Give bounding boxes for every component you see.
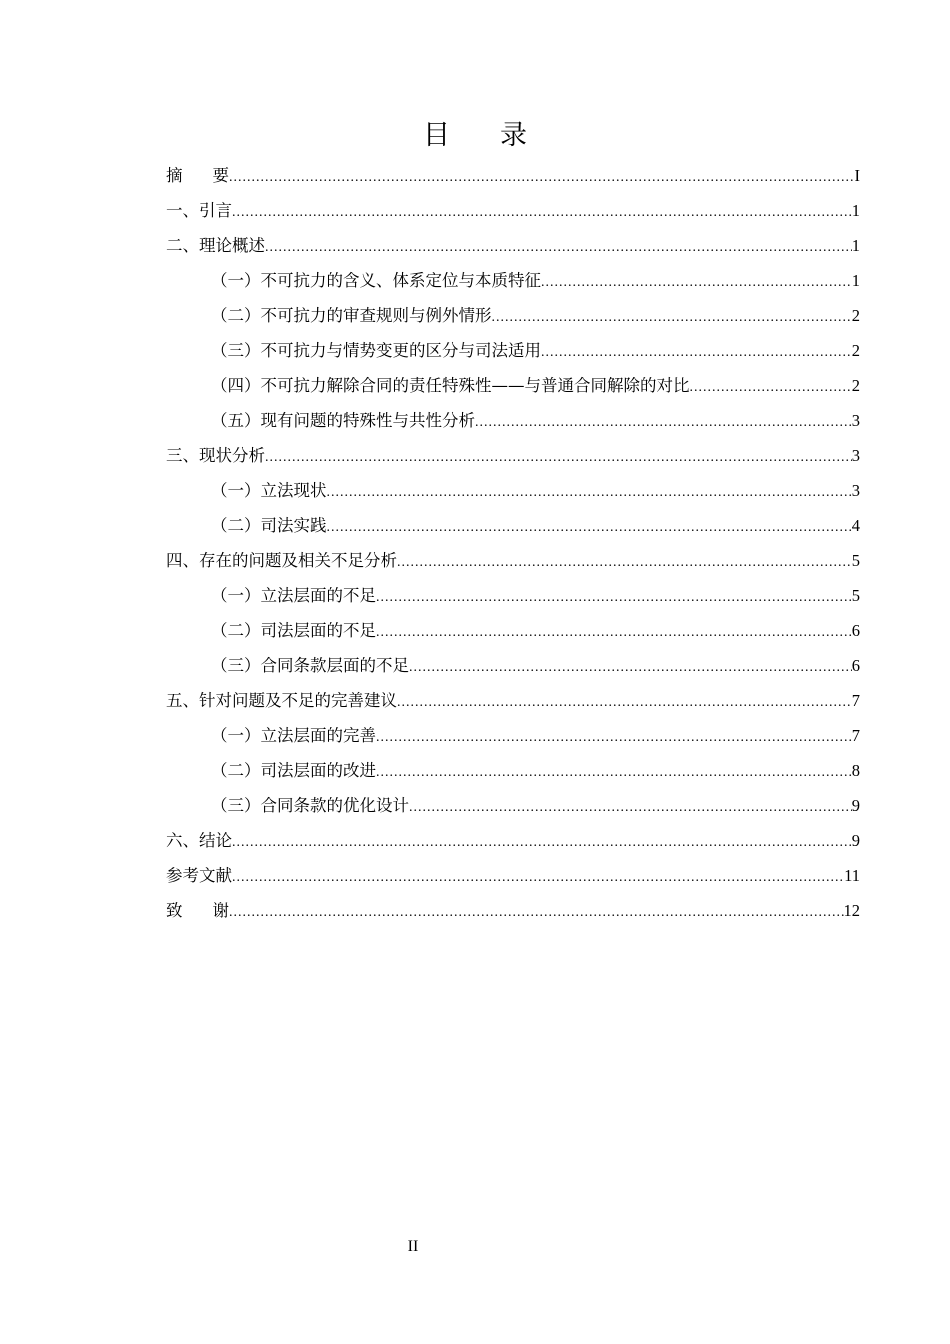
toc-entry-label: （一）立法层面的完善 xyxy=(211,726,376,745)
toc-dot-leader xyxy=(376,753,852,790)
toc-dot-leader xyxy=(397,543,852,580)
toc-entry-page: 11 xyxy=(844,866,860,885)
page-number: II xyxy=(407,1238,419,1255)
toc-dot-leader xyxy=(376,718,852,755)
toc-entry-theory-4[interactable] xyxy=(166,368,860,403)
toc-entry-label: 一、引言 xyxy=(166,201,232,220)
toc-dot-leader xyxy=(327,508,852,545)
toc-entry-page: 6 xyxy=(851,621,860,640)
toc-dot-leader xyxy=(376,578,852,615)
page-title-char: 录 xyxy=(500,119,527,151)
table-of-contents xyxy=(166,158,860,928)
toc-entry-label: 六、结论 xyxy=(166,831,232,850)
toc-entry-label-part: 致 xyxy=(166,901,183,920)
toc-entry-problems-3[interactable] xyxy=(166,648,860,683)
toc-entry-theory[interactable] xyxy=(166,228,860,263)
toc-entry-suggestions-3[interactable] xyxy=(166,788,860,823)
toc-entry-page: 12 xyxy=(843,901,860,920)
toc-entry-theory-2[interactable] xyxy=(166,298,860,333)
toc-entry-label-part: 要 xyxy=(212,166,229,185)
toc-entry-status-2[interactable] xyxy=(166,508,860,543)
page-title-char: 目 xyxy=(423,119,450,151)
toc-entry-label: （二）司法实践 xyxy=(211,516,327,535)
toc-entry-page: 4 xyxy=(851,516,860,535)
toc-entry-label: （一）立法层面的不足 xyxy=(211,586,376,605)
toc-entry-label: 二、理论概述 xyxy=(166,236,265,255)
toc-entry-page: 5 xyxy=(851,586,860,605)
toc-entry-label: （二）司法层面的改进 xyxy=(211,761,376,780)
toc-entry-label: （一）不可抗力的含义、体系定位与本质特征 xyxy=(211,271,541,290)
toc-entry-page: 6 xyxy=(851,656,860,675)
toc-entry-page: 9 xyxy=(851,796,860,815)
toc-dot-leader xyxy=(327,473,852,510)
toc-entry-label-part: 谢 xyxy=(212,901,229,920)
toc-entry-page: 7 xyxy=(851,691,860,710)
toc-entry-page: 7 xyxy=(851,726,860,745)
toc-entry-page: 2 xyxy=(851,376,860,395)
toc-entry-abstract[interactable] xyxy=(166,158,860,193)
toc-entry-suggestions-2[interactable] xyxy=(166,753,860,788)
toc-entry-theory-1[interactable] xyxy=(166,263,860,298)
toc-entry-status-1[interactable] xyxy=(166,473,860,508)
toc-entry-page: 9 xyxy=(851,831,860,850)
toc-entry-page: 8 xyxy=(851,761,860,780)
toc-entry-label: （四）不可抗力解除合同的责任特殊性——与普通合同解除的对比 xyxy=(211,376,690,395)
toc-entry-page: 3 xyxy=(851,411,860,430)
toc-dot-leader xyxy=(475,403,852,440)
toc-entry-page: 5 xyxy=(851,551,860,570)
toc-entry-problems-2[interactable] xyxy=(166,613,860,648)
toc-entry-label: （一）立法现状 xyxy=(211,481,327,500)
toc-dot-leader xyxy=(232,823,852,860)
toc-entry-label: 参考文献 xyxy=(166,866,232,885)
toc-dot-leader xyxy=(541,263,852,300)
toc-entry-theory-5[interactable] xyxy=(166,403,860,438)
toc-dot-leader xyxy=(232,858,844,895)
toc-entry-page: 3 xyxy=(851,446,860,465)
toc-entry-theory-3[interactable] xyxy=(166,333,860,368)
toc-dot-leader xyxy=(265,228,852,265)
toc-entry-label: （三）合同条款的优化设计 xyxy=(211,796,409,815)
toc-entry-label: （二）司法层面的不足 xyxy=(211,621,376,640)
toc-entry-acknowledgements[interactable] xyxy=(166,893,860,928)
toc-entry-status[interactable] xyxy=(166,438,860,473)
toc-dot-leader xyxy=(690,368,852,405)
toc-entry-label: （二）不可抗力的审查规则与例外情形 xyxy=(211,306,492,325)
toc-dot-leader xyxy=(229,158,855,195)
toc-entry-label: 三、现状分析 xyxy=(166,446,265,465)
toc-entry-conclusion[interactable] xyxy=(166,823,860,858)
toc-entry-label: （三）合同条款层面的不足 xyxy=(211,656,409,675)
toc-entry-problems-1[interactable] xyxy=(166,578,860,613)
toc-entry-page: 2 xyxy=(851,306,860,325)
toc-entry-suggestions-1[interactable] xyxy=(166,718,860,753)
toc-entry-suggestions[interactable] xyxy=(166,683,860,718)
toc-entry-references[interactable] xyxy=(166,858,860,893)
toc-dot-leader xyxy=(376,613,852,650)
toc-entry-page: 1 xyxy=(851,271,860,290)
toc-entry-label: （五）现有问题的特殊性与共性分析 xyxy=(211,411,475,430)
toc-dot-leader xyxy=(541,333,852,370)
page-title xyxy=(0,112,950,152)
toc-entry-introduction[interactable] xyxy=(166,193,860,228)
toc-entry-page: I xyxy=(854,166,860,185)
toc-entry-page: 1 xyxy=(851,236,860,255)
toc-entry-label: 四、存在的问题及相关不足分析 xyxy=(166,551,397,570)
toc-entry-page: 2 xyxy=(851,341,860,360)
toc-entry-page: 1 xyxy=(851,201,860,220)
toc-entry-label xyxy=(166,893,229,928)
toc-entry-label: （三）不可抗力与情势变更的区分与司法适用 xyxy=(211,341,541,360)
toc-dot-leader xyxy=(409,788,852,825)
toc-dot-leader xyxy=(232,193,852,230)
toc-entry-page: 3 xyxy=(851,481,860,500)
toc-entry-problems[interactable] xyxy=(166,543,860,578)
toc-entry-label: 五、针对问题及不足的完善建议 xyxy=(166,691,397,710)
toc-entry-label-part: 摘 xyxy=(166,166,183,185)
toc-dot-leader xyxy=(409,648,852,685)
toc-dot-leader xyxy=(397,683,852,720)
toc-dot-leader xyxy=(265,438,852,475)
toc-dot-leader xyxy=(229,893,844,930)
toc-dot-leader xyxy=(492,298,852,335)
toc-entry-label xyxy=(166,158,229,193)
